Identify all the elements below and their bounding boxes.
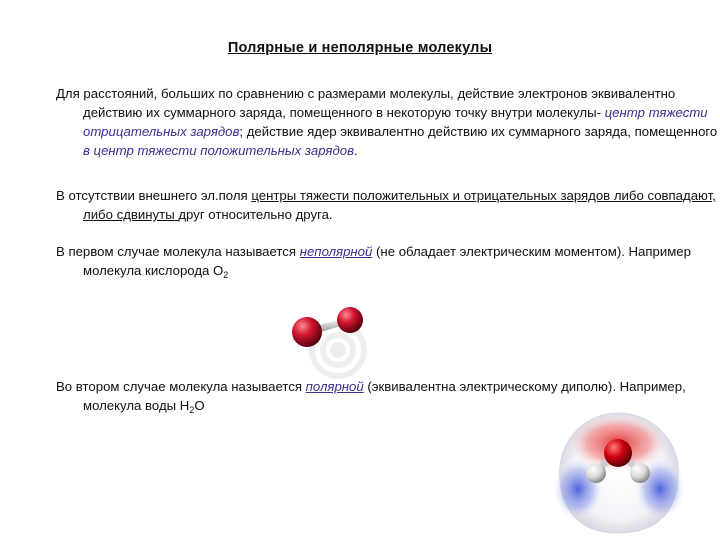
paragraph-charge-centers [56,84,720,160]
slide-title: Полярные и неполярные молекулы [227,40,493,56]
oxygen-atom [604,439,632,467]
term-polar: полярной [305,379,364,394]
oxygen-atom [337,307,363,333]
paragraph-nonpolar [56,242,720,280]
term-positive-center: в центр тяжести положительных зарядов [83,143,354,158]
hydrogen-atom [586,463,606,483]
underlined-phrase: центры тяжести положительных и отрицательных зарядов либо совпадают, либо сдвинуты [83,188,716,222]
hydrogen-atom [630,463,650,483]
text-segment: ; действие ядер эквивалентно действию их суммарного заряда, помещенного [239,124,718,139]
text-segment: В первом случае молекула называется [56,244,300,259]
term-nonpolar: неполярной [299,244,373,259]
paragraph-no-field [56,186,720,224]
text-segment: (не обладает электрическим моментом). Например молекула кислорода О [83,244,691,278]
text-segment: О [194,398,205,413]
text-segment: . [353,143,358,158]
oxygen-molecule-image [280,294,380,380]
subscript: 2 [189,405,195,415]
water-molecule-image [548,405,690,537]
text-segment: (эквивалентна электрическому диполю). Например, молекула воды Н [83,379,686,413]
oxygen-atom [292,317,322,347]
text-segment: В отсутствии внешнего эл.поля [56,188,252,203]
text-segment: Во втором случае молекула называется [56,379,306,394]
subscript: 2 [223,270,229,280]
text-segment: друг относительно друга. [178,207,333,222]
term-negative-center: центр тяжести отрицательных зарядов [83,105,708,139]
text-segment: Для расстояний, больших по сравнению с размерами молекулы, действие электронов эквивалентно действию их суммарного заряда, помещенного в некоторую точку внутри молекулы- [56,86,676,120]
